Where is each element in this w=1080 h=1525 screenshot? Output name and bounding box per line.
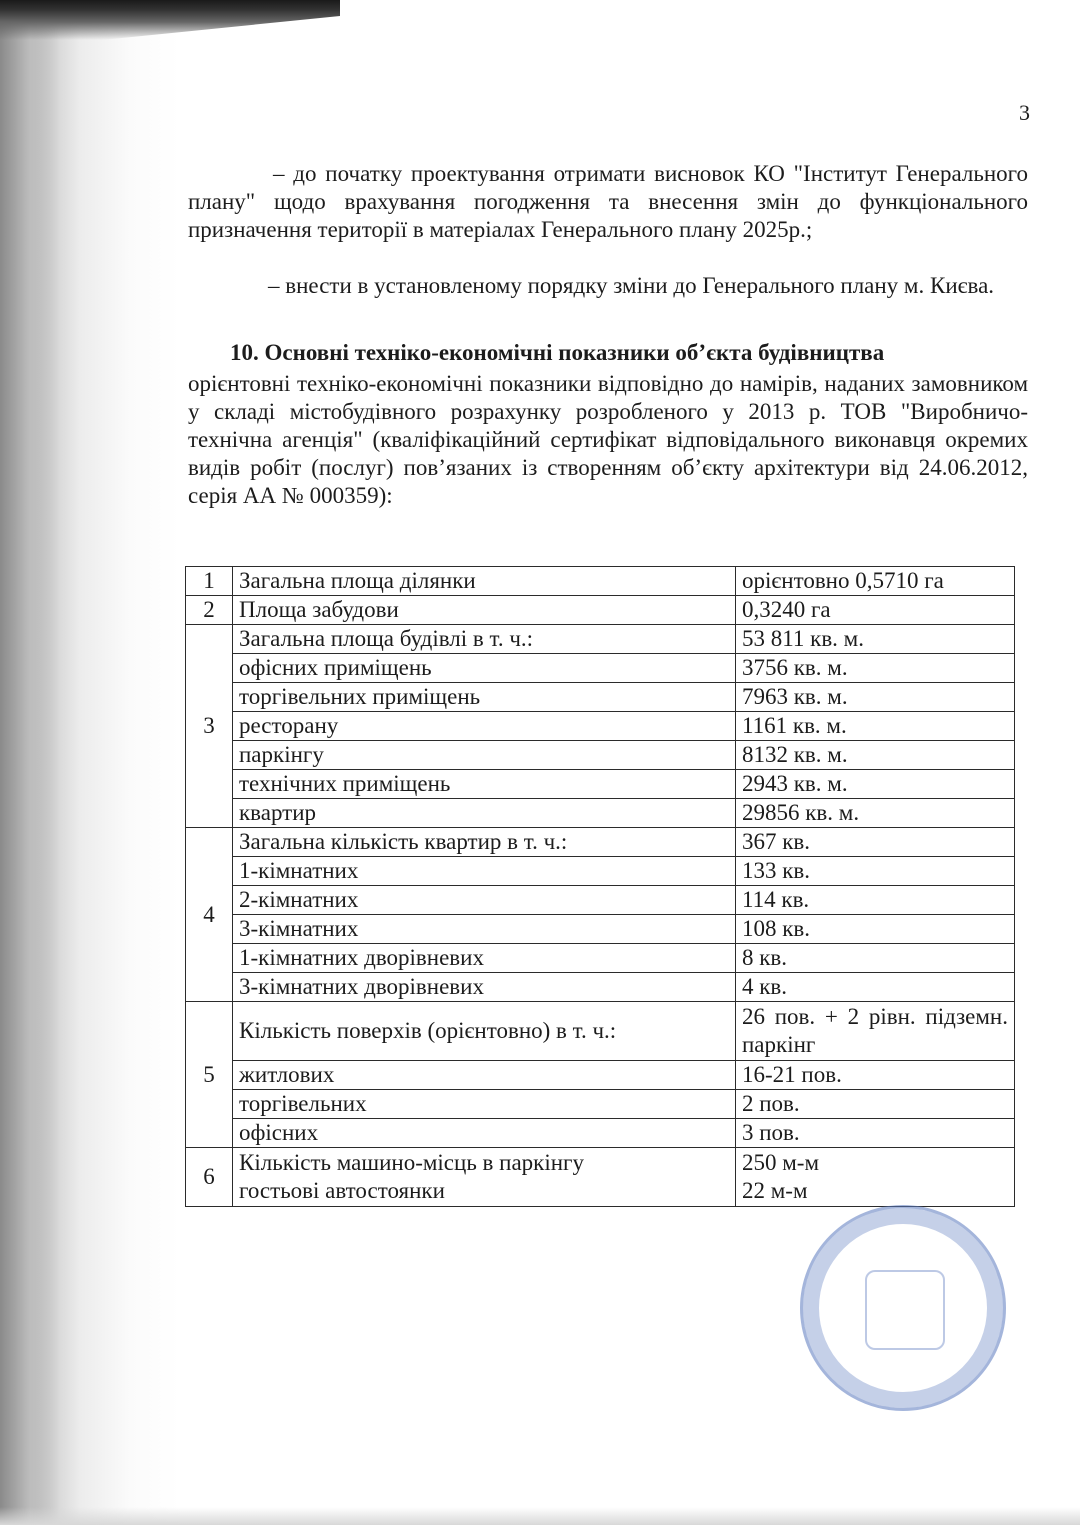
section-intro-paragraph: орієнтовні техніко-економічні показники відповідно до намірів, наданих замовником у складі містобудівного розрахунку розробленого у 2013 р. ТОВ "Виробничо-технічна агенція" (кваліфікаційний сертифікат відповідального виконавця окремих видів робіт (послуг) пов’язаних із створенням об’єкту архітектури від 24.06.2012, серія АА № 000359):	[188, 371, 1028, 508]
sub-row-value: 8 кв.	[736, 944, 1015, 973]
row-number: 1	[186, 567, 233, 596]
sub-row-label: 3-кімнатних дворівневих	[233, 973, 736, 1002]
table-row	[186, 915, 1015, 944]
row-label	[233, 1148, 736, 1207]
sub-row-label: 1-кімнатних дворівневих	[233, 944, 736, 973]
bottom-shadow	[0, 1507, 1080, 1525]
sub-row-value: 8132 кв. м.	[736, 741, 1015, 770]
paragraph-general-plan-changes	[188, 272, 1028, 300]
row-label: Кількість поверхів (орієнтовно) в т. ч.:	[233, 1002, 736, 1061]
row-label: Загальна площа ділянки	[233, 567, 736, 596]
sub-row-value: 7963 кв. м.	[736, 683, 1015, 712]
sub-row-value: 4 кв.	[736, 973, 1015, 1002]
row-label: Загальна кількість квартир в т. ч.:	[233, 828, 736, 857]
row-label: Площа забудови	[233, 596, 736, 625]
row-value: 0,3240 га	[736, 596, 1015, 625]
table-row	[186, 596, 1015, 625]
row-label: Загальна площа будівлі в т. ч.:	[233, 625, 736, 654]
paragraph-text: – внести в установленому порядку зміни до Генерального плану м. Києва.	[268, 273, 995, 298]
sub-row-label: паркінгу	[233, 741, 736, 770]
sub-row-label: 2-кімнатних	[233, 886, 736, 915]
row-number: 2	[186, 596, 233, 625]
table-row	[186, 683, 1015, 712]
sub-row-label: торгівельних приміщень	[233, 683, 736, 712]
sub-row-value: 16-21 пов.	[736, 1061, 1015, 1090]
row-value: орієнтовно 0,5710 га	[736, 567, 1015, 596]
table-row	[186, 712, 1015, 741]
sub-row-label: житлових	[233, 1061, 736, 1090]
sub-row-label: ресторану	[233, 712, 736, 741]
sub-row-label: квартир	[233, 799, 736, 828]
row-value-line: 250 м-м	[742, 1150, 820, 1175]
sub-row-label: 1-кімнатних	[233, 857, 736, 886]
row-number: 6	[186, 1148, 233, 1207]
row-value: 26 пов. + 2 рівн. підземн. паркінг	[736, 1002, 1015, 1061]
table-row	[186, 567, 1015, 596]
row-number: 4	[186, 828, 233, 1002]
paragraph-text: – до початку проектування отримати висновок КО "Інститут Генерального плану" щодо врахування погодження та внесення змін до функціонального призначення території в матеріалах Генерального плану 2025р.;	[188, 161, 1028, 242]
table-row	[186, 886, 1015, 915]
sub-row-value: 1161 кв. м.	[736, 712, 1015, 741]
table-row	[186, 799, 1015, 828]
row-label-line: гостьові автостоянки	[239, 1178, 445, 1203]
sub-row-label: офісних	[233, 1119, 736, 1148]
section-heading: 10. Основні техніко-економічні показники об’єкта будівництва	[230, 340, 885, 365]
table-row	[186, 654, 1015, 683]
row-number: 5	[186, 1002, 233, 1148]
sub-row-value: 2 пов.	[736, 1090, 1015, 1119]
paragraph-general-plan-conclusion	[188, 160, 1028, 244]
sub-row-value: 3 пов.	[736, 1119, 1015, 1148]
scan-corner-shadow	[0, 0, 340, 40]
page-number: 3	[1019, 100, 1030, 125]
indicators-table	[185, 566, 1015, 1207]
sub-row-value: 3756 кв. м.	[736, 654, 1015, 683]
sub-row-label: технічних приміщень	[233, 770, 736, 799]
sub-row-value: 114 кв.	[736, 886, 1015, 915]
binding-shadow	[0, 0, 60, 1525]
sub-row-value: 29856 кв. м.	[736, 799, 1015, 828]
row-value: 53 811 кв. м.	[736, 625, 1015, 654]
table-row	[186, 857, 1015, 886]
table-row	[186, 770, 1015, 799]
row-number: 3	[186, 625, 233, 828]
sub-row-value: 108 кв.	[736, 915, 1015, 944]
row-value-line: 22 м-м	[742, 1178, 808, 1203]
official-seal-icon	[800, 1205, 1006, 1411]
table-row	[186, 1090, 1015, 1119]
table-row	[186, 625, 1015, 654]
table-row	[186, 973, 1015, 1002]
table-row	[186, 1148, 1015, 1207]
sub-row-value: 2943 кв. м.	[736, 770, 1015, 799]
sub-row-label: торгівельних	[233, 1090, 736, 1119]
table-row	[186, 741, 1015, 770]
sub-row-value: 133 кв.	[736, 857, 1015, 886]
row-value: 367 кв.	[736, 828, 1015, 857]
table-row	[186, 1119, 1015, 1148]
table-row	[186, 1061, 1015, 1090]
sub-row-label: офісних приміщень	[233, 654, 736, 683]
table-row	[186, 944, 1015, 973]
table-row	[186, 1002, 1015, 1061]
seal-emblem-icon	[865, 1270, 945, 1350]
row-value	[736, 1148, 1015, 1207]
row-label-line: Кількість машино-місць в паркінгу	[239, 1150, 584, 1175]
sub-row-label: 3-кімнатних	[233, 915, 736, 944]
table-row	[186, 828, 1015, 857]
